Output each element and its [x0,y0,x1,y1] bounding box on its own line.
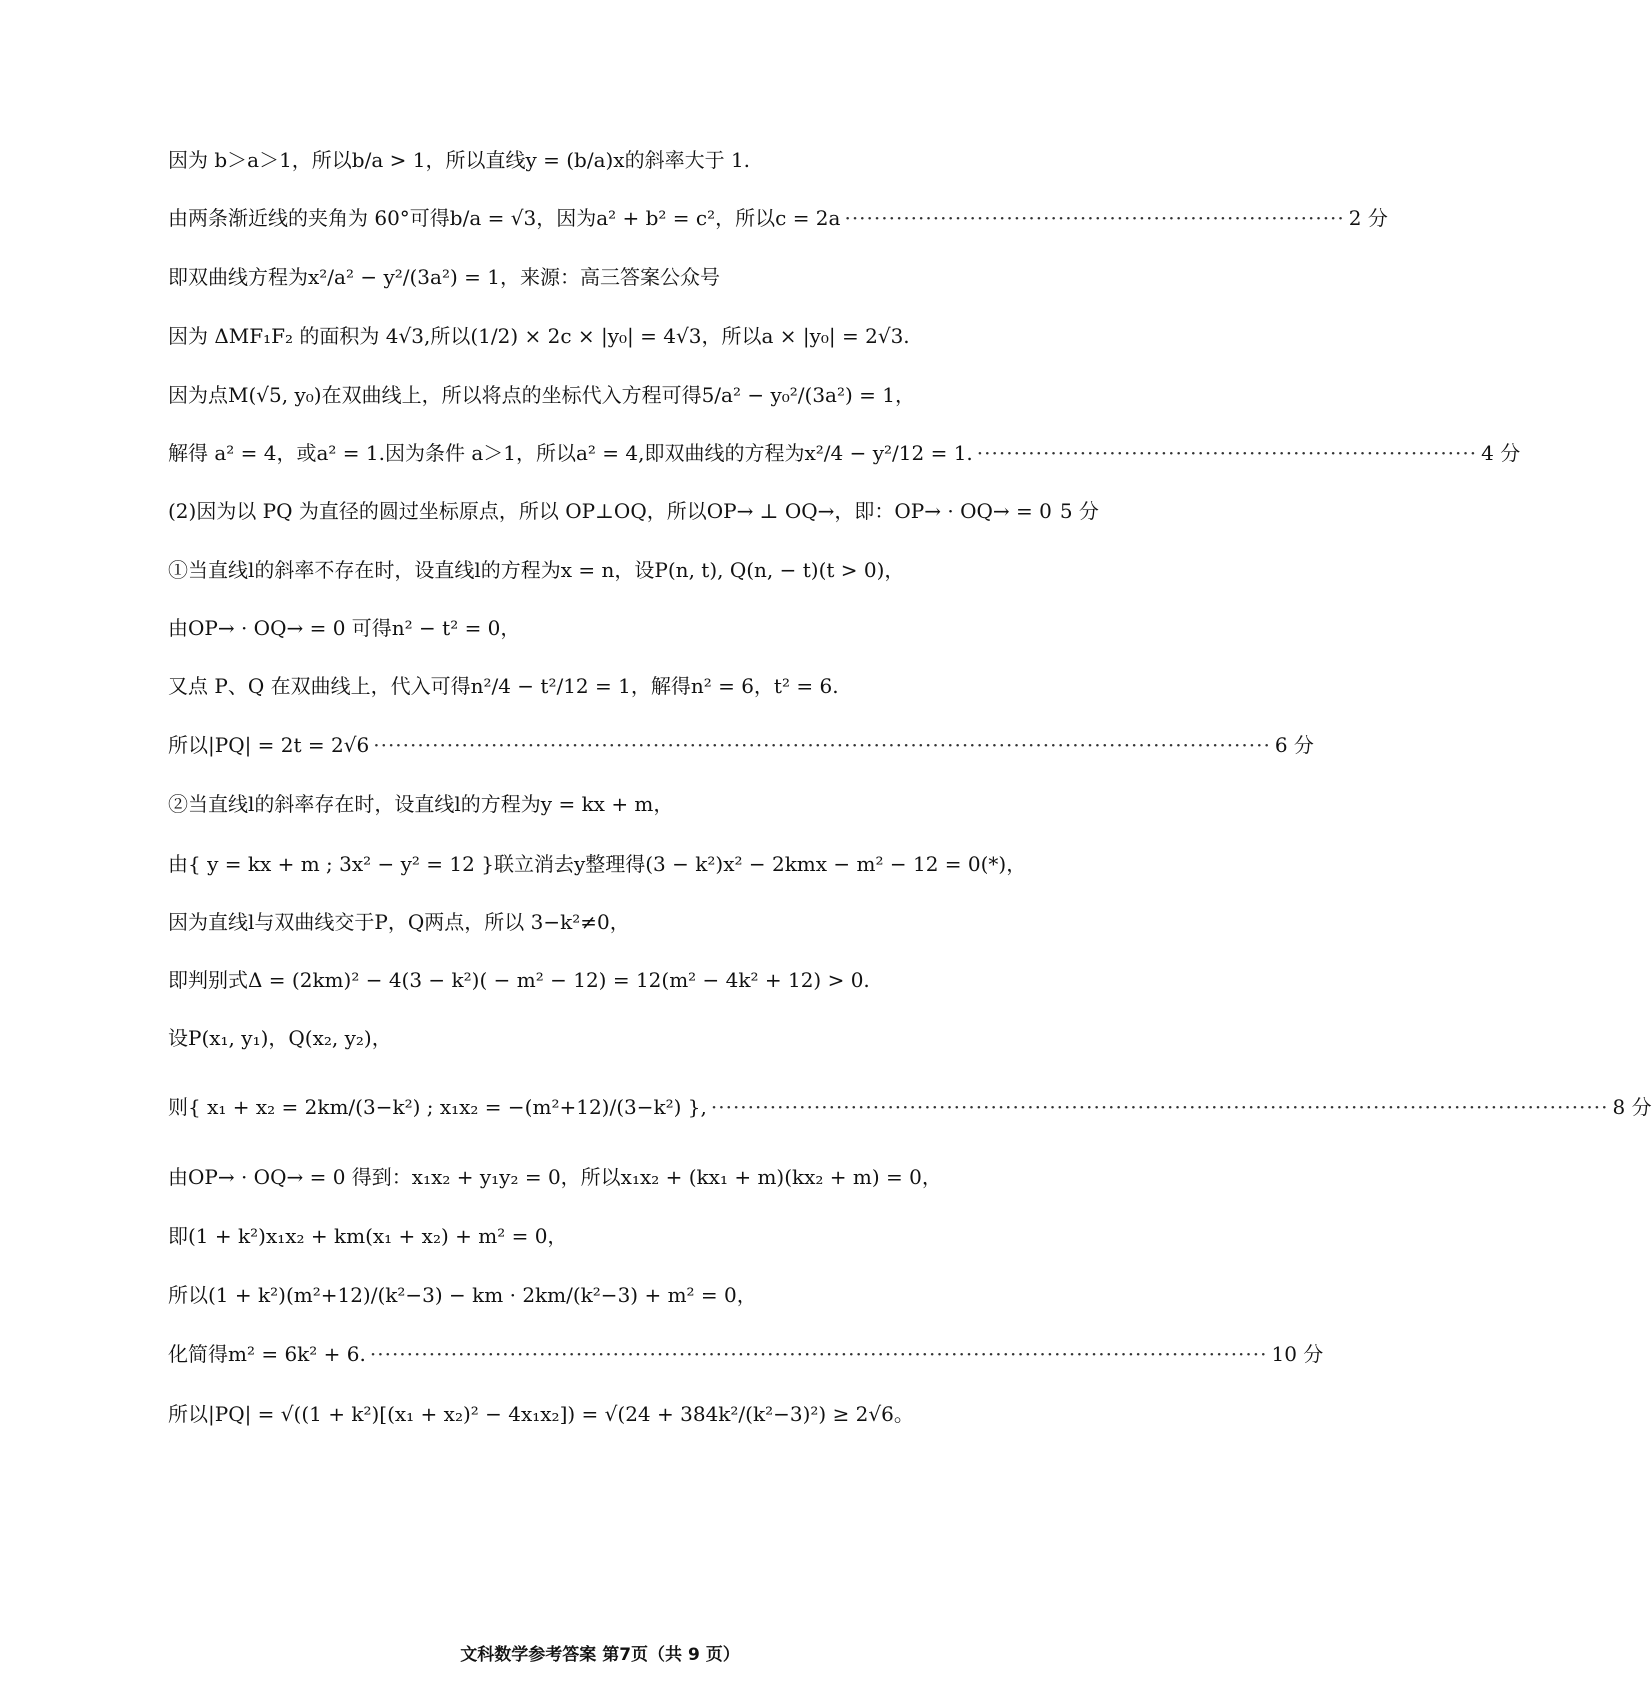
score-mark: 10 分 [1271,1342,1324,1366]
answer-line-21 [168,1340,1324,1368]
dot-leader: ·························································································································· [710,1095,1609,1119]
score-mark: 5 分 [1059,499,1099,523]
line-text: (2)因为以 PQ 为直径的圆过坐标原点，所以 OP⊥OQ，所以OP→ ⊥ OQ→，即：OP→ · OQ→ = 0 [168,499,1052,523]
answer-line-6 [168,439,1521,467]
dot-leader: ···································································· [844,206,1345,230]
line-text: 所以|PQ| = 2t = 2√6 [168,733,370,757]
dot-leader: ·························································································································· [369,1342,1268,1366]
answer-line-4: 因为 ΔMF₁F₂ 的面积为 4√3,所以(1/2) × 2c × |y₀| = 4√3，所以a × |y₀| = 2√3. [168,324,910,348]
dot-leader: ···································································· [976,441,1478,465]
answer-line-20: 所以(1 + k²)(m²+12)/(k²−3) − km · 2km/(k²−3) + m² = 0， [168,1283,757,1307]
dot-leader: ·························································································································· [373,733,1271,757]
answer-line-8: ①当直线l的斜率不存在时，设直线l的方程为x = n，设P(n, t), Q(n, − t)(t > 0)， [168,558,905,582]
answer-line-7 [168,497,1099,525]
answer-line-22: 所以|PQ| = √((1 + k²)[(x₁ + x₂)² − 4x₁x₂]) = √(24 + 384k²/(k²−3)²) ≥ 2√6。 [168,1402,914,1426]
answer-line-10: 又点 P、Q 在双曲线上，代入可得n²/4 − t²/12 = 1，解得n² = 6，t² = 6. [168,674,839,698]
answer-line-12: ②当直线l的斜率存在时，设直线l的方程为y = kx + m， [168,792,674,816]
answer-line-3: 即双曲线方程为x²/a² − y²/(3a²) = 1，来源：高三答案公众号 [168,265,720,289]
answer-line-15: 即判别式Δ = (2km)² − 4(3 − k²)( − m² − 12) = 12(m² − 4k² + 12) > 0. [168,968,870,992]
answer-line-16: 设P(x₁, y₁)，Q(x₂, y₂)， [168,1026,392,1050]
line-text: 化简得m² = 6k² + 6. [168,1342,366,1366]
answer-line-11 [168,731,1314,759]
line-text: 则{ x₁ + x₂ = 2km/(3−k²) ; x₁x₂ = −(m²+12)/(3−k²) }, [168,1095,707,1119]
answer-line-14: 因为直线l与双曲线交于P，Q两点，所以 3−k²≠0， [168,910,630,934]
score-mark: 8 分 [1612,1095,1652,1119]
score-mark: 4 分 [1481,441,1521,465]
line-text: 解得 a² = 4，或a² = 1.因为条件 a＞1，所以a² = 4,即双曲线的方程为x²/4 − y²/12 = 1. [168,441,973,465]
answer-line-9: 由OP→ · OQ→ = 0 可得n² − t² = 0， [168,616,521,640]
score-mark: 2 分 [1348,206,1388,230]
answer-line-18: 由OP→ · OQ→ = 0 得到：x₁x₂ + y₁y₂ = 0，所以x₁x₂ + (kx₁ + m)(kx₂ + m) = 0， [168,1165,942,1189]
page-footer: 文科数学参考答案 第7页（共 9 页） [460,1645,740,1665]
line-text: 由两条渐近线的夹角为 60°可得b/a = √3，因为a² + b² = c²，所以c = 2a [168,206,841,230]
answer-line-2 [168,204,1388,232]
answer-line-5: 因为点M(√5, y₀)在双曲线上，所以将点的坐标代入方程可得5/a² − y₀²/(3a²) = 1， [168,383,916,407]
answer-line-19: 即(1 + k²)x₁x₂ + km(x₁ + x₂) + m² = 0， [168,1224,568,1248]
answer-line-1: 因为 b＞a＞1，所以b/a > 1，所以直线y = (b/a)x的斜率大于 1. [168,148,751,172]
score-mark: 6 分 [1274,733,1314,757]
answer-line-17 [168,1093,1652,1121]
answer-line-13: 由{ y = kx + m ; 3x² − y² = 12 }联立消去y整理得(3 − k²)x² − 2kmx − m² − 12 = 0(*)， [168,852,1027,876]
